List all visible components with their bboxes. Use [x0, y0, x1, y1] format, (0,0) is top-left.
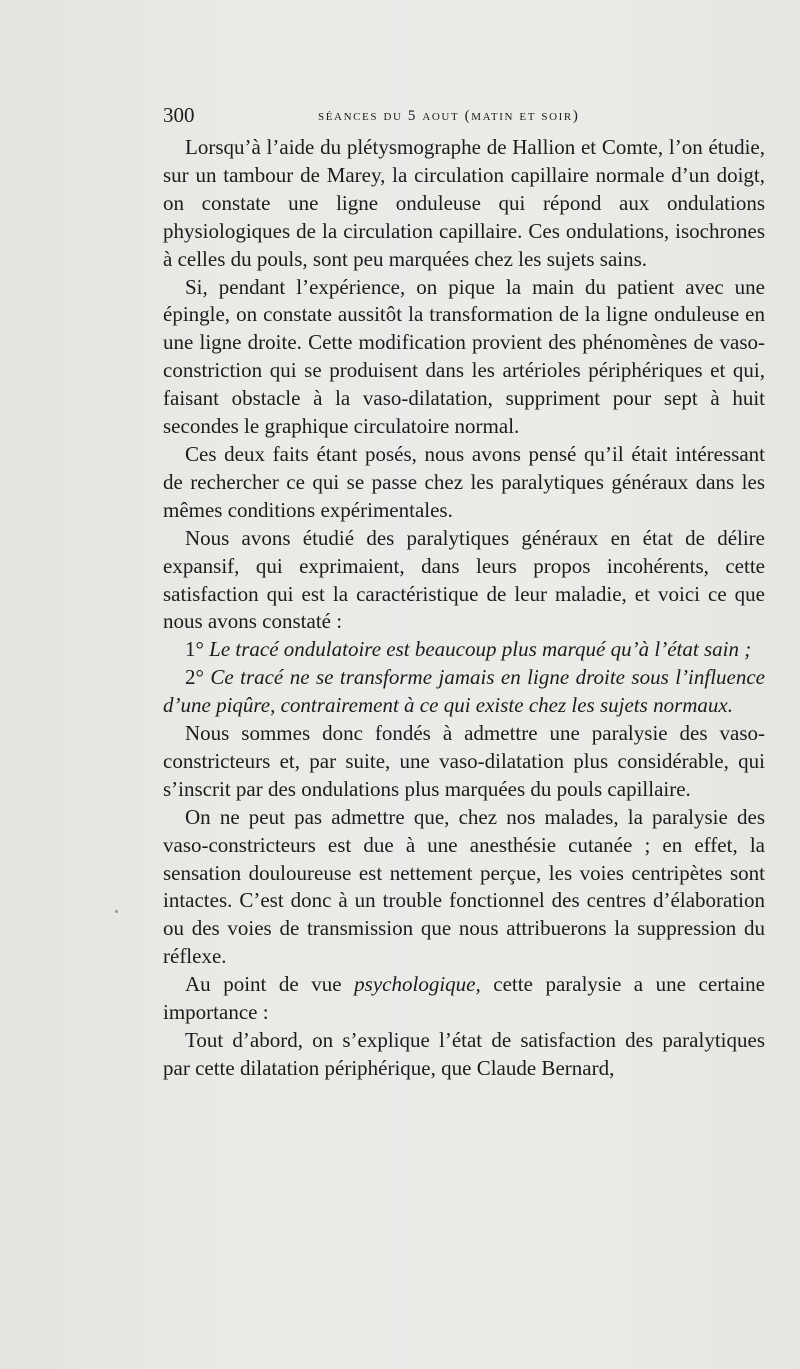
paragraph-functional-disorder: On ne peut pas admettre que, chez nos malades, la paralysie des vaso-constricteurs est due à une anesthésie cutanée ; en effet, la sensation douloureuse est nettement perçue, les voies centripètes sont intactes. C’est donc à un trouble fonctionnel des centres d’élaboration ou des voies de transmission que nous attribuerons la suppression du réflexe.: [163, 804, 765, 969]
psych-text-after: cette paralysie a une certaine importance :: [163, 972, 765, 1025]
running-head: séances du 5 aout (matin et soir): [318, 108, 580, 124]
body-text: [163, 134, 765, 1083]
paragraph-final: Tout d’abord, on s’explique l’état de satisfaction des paralytiques par cette dilatation périphérique, que Claude Bernard,: [163, 1028, 765, 1080]
paragraph-research-question: Ces deux faits étant posés, nous avons pensé qu’il était intéressant de rechercher ce qui se passe chez les paralytiques généraux dans les mêmes conditions expérimentales.: [163, 441, 765, 522]
finding-1: [163, 636, 765, 664]
finding-1-number: 1°: [185, 637, 204, 662]
finding-2-number: 2°: [185, 665, 204, 690]
psych-emphasis: psychologique,: [354, 972, 481, 997]
paragraph-vasoconstrictor-paralysis: Nous sommes donc fondés à admettre une paralysie des vaso-constricteurs et, par suite, une vaso-dilatation plus considérable, qui s’inscrit par des ondulations plus marquées du pouls capillaire.: [163, 721, 765, 801]
paragraph-observations-intro: Nous avons étudié des paralytiques généraux en état de délire expansif, qui exprimaient, dans leurs propos incohérents, cette satisfaction qui est la caractéristique de leur maladie, et voici ce que nous avons constaté :: [163, 525, 765, 634]
paper-speck: [115, 910, 118, 913]
finding-2-text: Ce tracé ne se transforme jamais en ligne droite sous l’influence d’une piqûre, contrairement à ce qui existe chez les sujets normaux.: [163, 665, 765, 718]
page-number: 300: [163, 103, 195, 127]
finding-1-text: Le tracé ondulatoire est beaucoup plus marqué qu’à l’état sain ;: [209, 637, 752, 662]
paragraph-plethysmograph: Lorsqu’à l’aide du plétysmographe de Hallion et Comte, l’on étudie, sur un tambour de Marey, la circulation capillaire normale d’un doigt, on constate une ligne onduleuse qui répond aux ondulations physiologiques de la circulation capillaire. Ces ondulations, isochrones à celles du pouls, sont peu marquées chez les sujets sains.: [163, 135, 765, 271]
psych-text-before: Au point de vue: [185, 972, 355, 997]
paragraph-pinprick-experiment: Si, pendant l’expérience, on pique la main du patient avec une épingle, on constate aussitôt la transformation de la ligne onduleuse en une ligne droite. Cette modification provient des phénomènes de vaso-constriction qui se produisent dans les artérioles périphériques et qui, faisant obstacle à la vaso-dilatation, suppriment pour sept à huit secondes le graphique circulatoire normal.: [163, 274, 765, 439]
page-header: [163, 100, 763, 130]
finding-2: [163, 664, 765, 720]
paragraph-psychological-view: [163, 971, 765, 1027]
